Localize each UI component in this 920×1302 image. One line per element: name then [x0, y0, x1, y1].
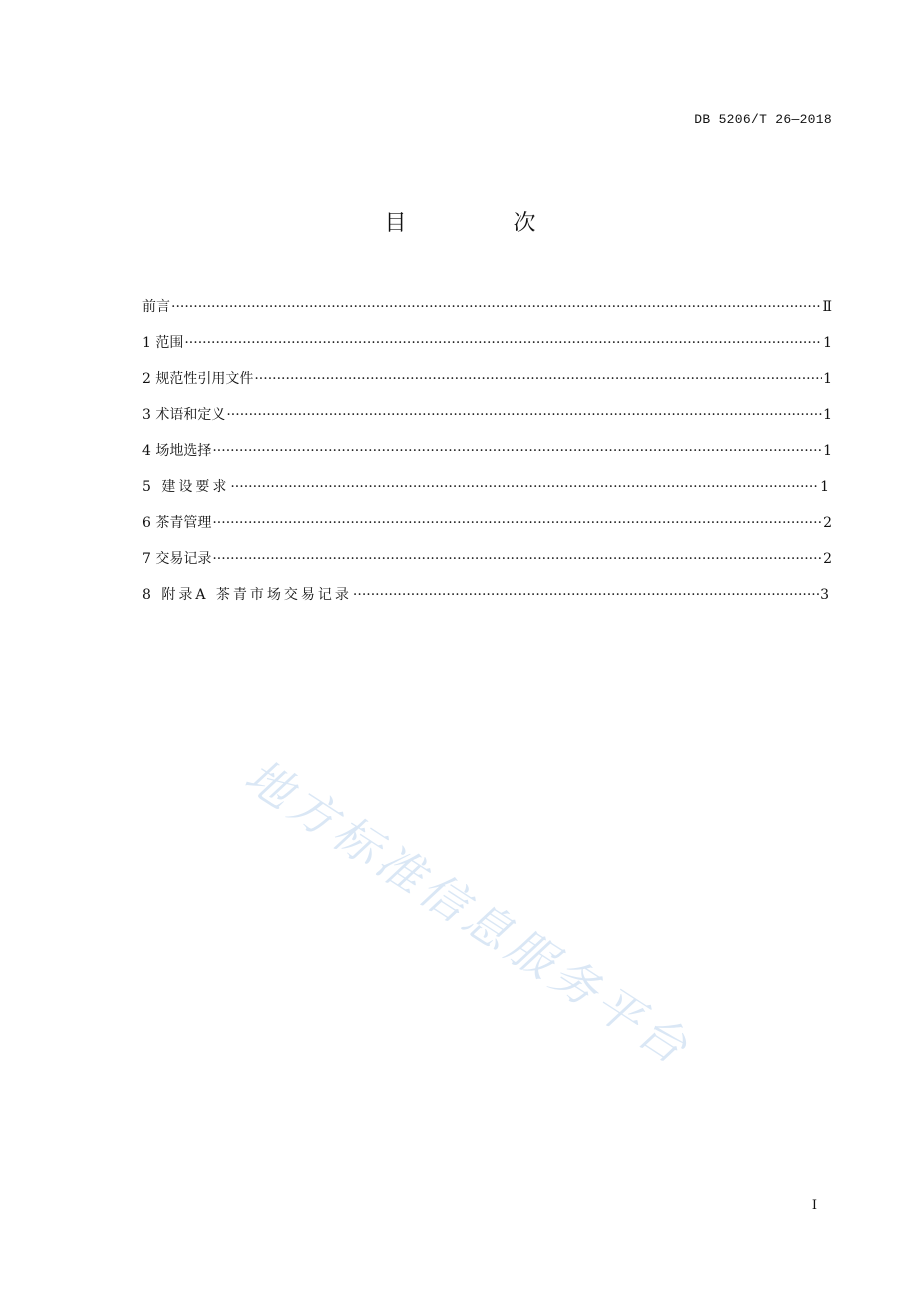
toc-entry-scope[interactable] [142, 332, 832, 368]
toc-entry-page: 1 [823, 443, 832, 459]
toc-entry-page: 3 [820, 587, 832, 603]
toc-dot-leader [212, 443, 822, 459]
toc-entry-label: 7 交易记录 [142, 551, 212, 567]
toc-entry-site-selection[interactable] [142, 440, 832, 476]
toc-entry-label: 4 场地选择 [142, 443, 212, 459]
toc-entry-page: 2 [823, 551, 832, 567]
toc-entry-label: 前言 [142, 299, 170, 315]
toc-dot-leader [254, 371, 822, 387]
toc-entry-label: 6 茶青管理 [142, 515, 212, 531]
page-title: 目 次 [384, 211, 586, 236]
watermark: 地方标准信息服务平台 [235, 748, 702, 1077]
toc-entry-foreword[interactable] [142, 296, 832, 332]
toc-entry-terms-definitions[interactable] [142, 404, 832, 440]
toc-entry-appendix-a[interactable] [142, 584, 832, 620]
toc-entry-page: 1 [820, 479, 832, 495]
toc-entry-label: 8 附录A 茶青市场交易记录 [142, 587, 352, 603]
page-number: I [811, 1198, 817, 1213]
toc-entry-label: 5 建设要求 [142, 479, 230, 495]
toc-dot-leader [353, 587, 819, 603]
toc-entry-transaction-records[interactable] [142, 548, 832, 584]
toc-entry-page: 1 [823, 371, 832, 387]
toc-entry-construction-requirements[interactable] [142, 476, 832, 512]
toc-entry-page: 1 [823, 407, 832, 423]
toc-entry-label: 1 范围 [142, 335, 184, 351]
toc-entry-fresh-leaf-management[interactable] [142, 512, 832, 548]
table-of-contents [142, 296, 832, 620]
toc-entry-page: 2 [823, 515, 832, 531]
toc-entry-page: 1 [823, 335, 832, 351]
toc-dot-leader [226, 407, 822, 423]
toc-entry-page: Ⅱ [822, 299, 832, 315]
toc-entry-normative-references[interactable] [142, 368, 832, 404]
toc-dot-leader [184, 335, 822, 351]
toc-dot-leader [212, 551, 822, 567]
toc-dot-leader [212, 515, 822, 531]
document-number: DB 5206/T 26—2018 [694, 112, 832, 127]
toc-dot-leader [171, 299, 821, 315]
toc-entry-label: 3 术语和定义 [142, 407, 226, 423]
toc-dot-leader [230, 479, 819, 495]
toc-entry-label: 2 规范性引用文件 [142, 371, 254, 387]
